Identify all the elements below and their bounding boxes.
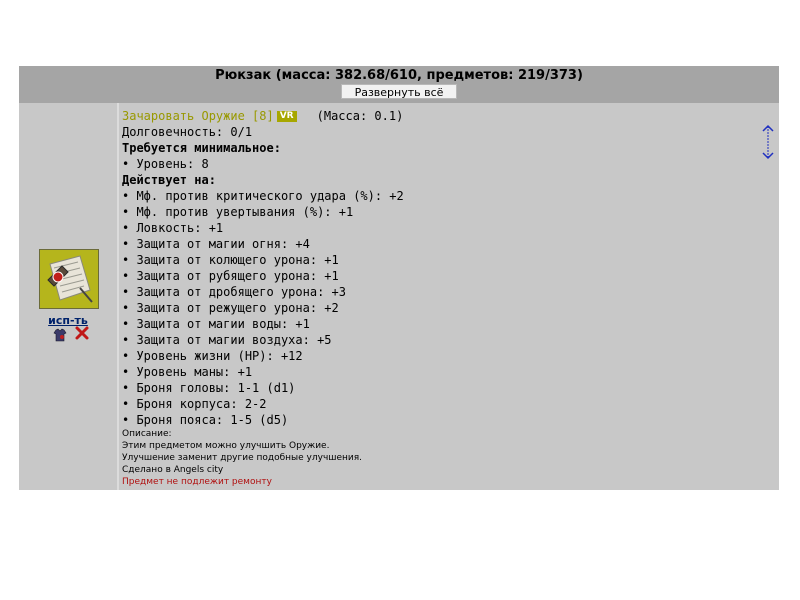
effect-item: • Защита от колющего урона: +1 bbox=[122, 253, 339, 267]
effect-item: • Броня головы: 1-1 (d1) bbox=[122, 381, 296, 395]
effect-item: • Уровень жизни (HP): +12 bbox=[122, 349, 303, 363]
effects-title: Действует на: bbox=[122, 173, 216, 187]
description-line: Улучшение заменит другие подобные улучшения. bbox=[122, 453, 363, 463]
requirement-item: • Уровень: 8 bbox=[122, 157, 209, 171]
delete-icon[interactable] bbox=[74, 325, 90, 341]
effect-item: • Ловкость: +1 bbox=[122, 221, 224, 235]
effect-item: • Уровень маны: +1 bbox=[122, 365, 253, 379]
item-durability: Долговечность: 0/1 bbox=[122, 125, 253, 139]
effect-item: • Защита от магии огня: +4 bbox=[122, 237, 310, 251]
effect-item: • Защита от магии воды: +1 bbox=[122, 317, 310, 331]
item-mass: (Масса: 0.1) bbox=[316, 109, 404, 123]
effect-item: • Защита от рубящего урона: +1 bbox=[122, 269, 339, 283]
item-info bbox=[122, 108, 742, 488]
effect-item: • Броня корпуса: 2-2 bbox=[122, 397, 267, 411]
effect-item: • Защита от магии воздуха: +5 bbox=[122, 333, 332, 347]
use-item-link[interactable]: исп-ть bbox=[48, 314, 88, 327]
effect-item: • Мф. против увертывания (%): +1 bbox=[122, 205, 354, 219]
column-divider bbox=[117, 103, 119, 490]
item-title-row bbox=[122, 108, 742, 124]
requirements-title: Требуется минимальное: bbox=[122, 141, 281, 155]
vr-badge: VR bbox=[277, 111, 297, 122]
expand-all-button[interactable]: Развернуть всё bbox=[341, 84, 457, 99]
item-icon-column bbox=[19, 103, 117, 490]
effect-item: • Защита от режущего урона: +2 bbox=[122, 301, 339, 315]
enchant-scroll-icon[interactable] bbox=[39, 249, 99, 309]
effect-item: • Защита от дробящего урона: +3 bbox=[122, 285, 346, 299]
made-in-text: Сделано в Angels city bbox=[122, 465, 224, 475]
backpack-panel bbox=[19, 66, 779, 490]
description-title: Описание: bbox=[122, 429, 172, 439]
no-repair-notice: Предмет не подлежит ремонту bbox=[122, 477, 272, 487]
shirt-icon[interactable] bbox=[53, 327, 67, 341]
backpack-title: Рюкзак (масса: 382.68/610, предметов: 219/373) bbox=[215, 68, 583, 83]
description-line: Этим предметом можно улучшить Оружие. bbox=[122, 441, 330, 451]
effect-item: • Мф. против критического удара (%): +2 bbox=[122, 189, 404, 203]
backpack-header bbox=[19, 66, 779, 103]
effect-item: • Броня пояса: 1-5 (d5) bbox=[122, 413, 289, 427]
item-name-link[interactable]: Зачаровать Оружие [8] bbox=[122, 109, 274, 123]
scroll-arrows-icon[interactable] bbox=[761, 124, 775, 160]
